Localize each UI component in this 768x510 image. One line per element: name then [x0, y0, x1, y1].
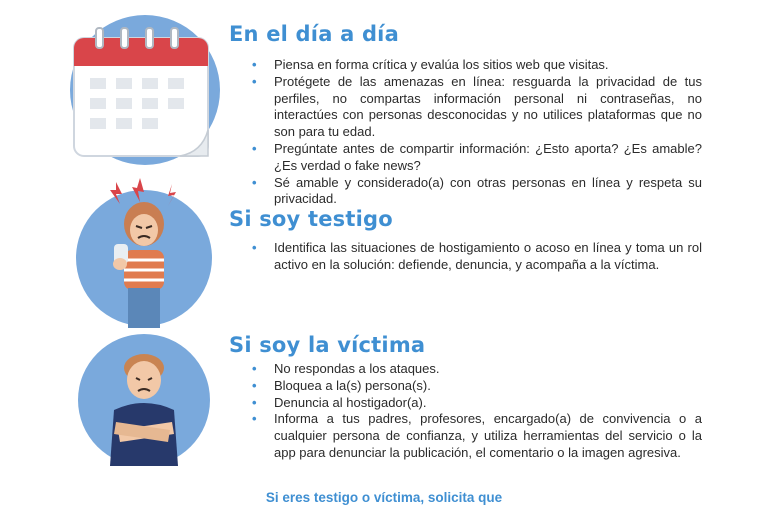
list-item: • Informa a tus padres, profesores, encargado(a) de convivencia o a cualquier persona de confianza, y utiliza herramientas del servicio o la app para denunciar la publicación, el comentario o la imagen agresiva. — [250, 411, 702, 461]
section-heading: En el día a día — [229, 22, 399, 46]
bullet-list — [250, 240, 702, 274]
list-item: • Bloquea a la(s) persona(s). — [250, 378, 702, 395]
bullet-list — [250, 57, 702, 208]
section-heading: Si soy testigo — [229, 207, 393, 231]
list-item: • Piensa en forma crítica y evalúa los sitios web que visitas. — [250, 57, 702, 74]
list-item: • Denuncia al hostigador(a). — [250, 395, 702, 412]
bullet-list — [250, 361, 702, 462]
footer-text: Si eres testigo o víctima, solicita que — [265, 490, 503, 505]
list-item: • No respondas a los ataques. — [250, 361, 702, 378]
sad-boy-icon — [78, 334, 210, 466]
angry-girl-icon — [76, 178, 212, 328]
list-item: • Pregúntate antes de compartir información: ¿Esto aporta? ¿Es amable? ¿Es verdad o fake news? — [250, 141, 702, 175]
list-item: • Identifica las situaciones de hostigamiento o acoso en línea y toma un rol activo en la solución: defiende, denuncia, y acompaña a la víctima. — [250, 240, 702, 274]
calendar-icon — [62, 20, 222, 170]
section-heading: Si soy la víctima — [229, 333, 426, 357]
list-item: • Protégete de las amenazas en línea: resguarda la privacidad de tus perfiles, no compartas información personal ni contraseñas, no interactúes con personas desconocidas y no utilices plataformas que no son para tu edad. — [250, 74, 702, 141]
list-item: • Sé amable y considerado(a) con otras personas en línea y respeta su privacidad. — [250, 175, 702, 209]
